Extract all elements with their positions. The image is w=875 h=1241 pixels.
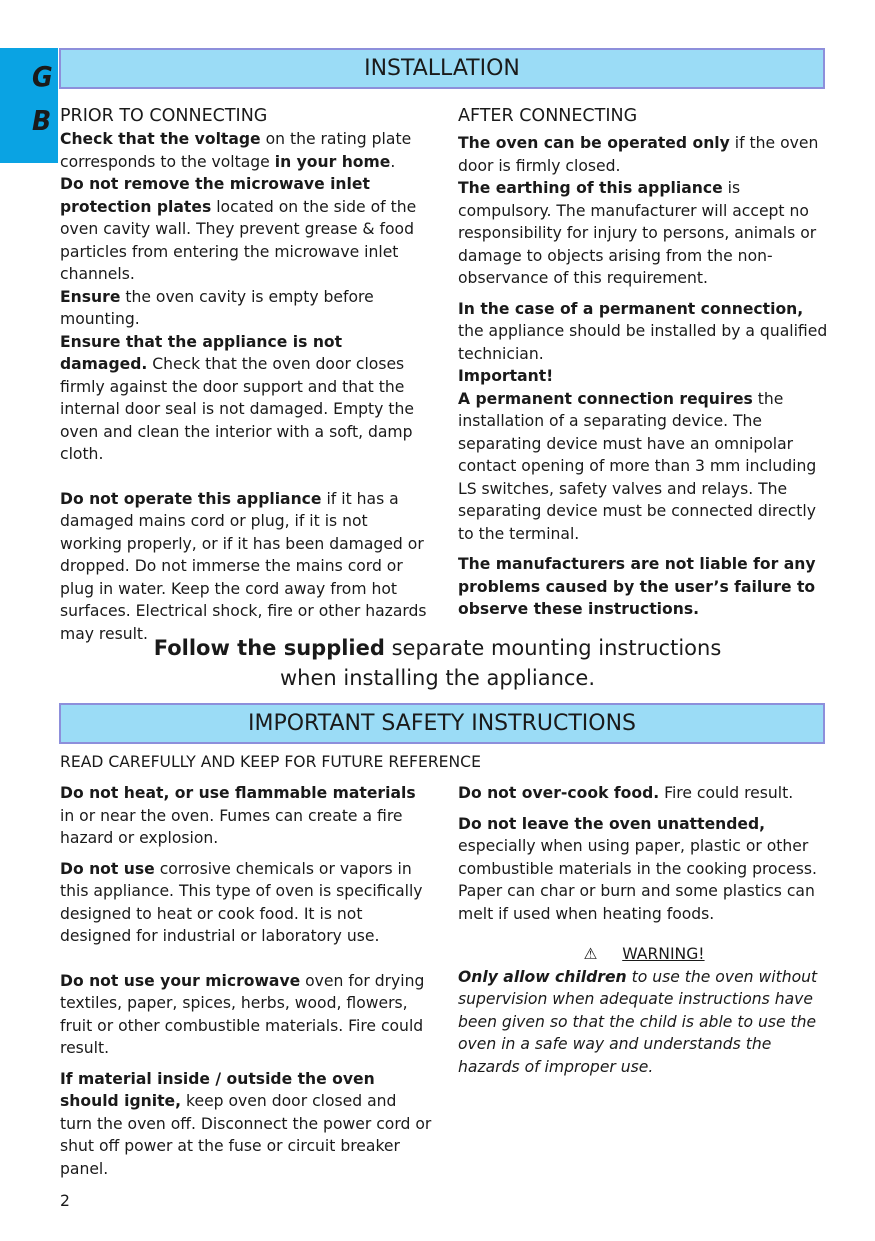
mounting-note: Follow the supplied separate mounting instructions when installing the appliance. bbox=[153, 636, 722, 690]
safety-right-column: Do not over-cook food. Fire could result. Do not leave the oven unattended, especially when using paper, plastic or other combustible materials in the cooking process. Paper can char or burn and some plastics can melt if used when heating foods. ⚠ WARNING! Only allow children to use the oven without supervision when adequate instructions have been given so that the child is able to use the oven in a safe way and understands the hazards of improper use. bbox=[458, 782, 830, 1078]
warning-heading: ⚠ WARNING! bbox=[583, 945, 705, 963]
safety-banner: IMPORTANT SAFETY INSTRUCTIONS bbox=[59, 703, 825, 744]
installation-banner: INSTALLATION bbox=[59, 48, 825, 89]
heading: PRIOR TO CONNECTING bbox=[60, 106, 268, 126]
tab-letter-b: B bbox=[32, 104, 52, 137]
warning-triangle-icon: ⚠ bbox=[583, 945, 598, 963]
language-tab bbox=[0, 48, 58, 163]
tab-letter-g: G bbox=[32, 60, 53, 93]
after-connecting-column: AFTER CONNECTING The oven can be operated only if the oven door is firmly closed. The earthing of this appliance is compulsory. The manufacturer will accept no responsibility for injury to persons, animals or damage to objects arising from the non-observance of this requirement. In the case of a permanent connection, the appliance should be installed by a qualified technician. Important! A permanent connection requires the installation of a separating device. The separating device must have an omnipolar contact opening of more than 3 mm including LS switches, safety valves and relays. The separating device must be connected directly to the terminal. The manufacturers are not liable for any problems caused by the user’s failure to observe these instructions. bbox=[458, 104, 830, 621]
safety-subtitle: READ CAREFULLY AND KEEP FOR FUTURE REFERENCE bbox=[60, 753, 481, 771]
safety-left-column: Do not heat, or use flammable materials in or near the oven. Fumes can create a fire hazard or explosion. Do not use corrosive chemicals or vapors in this appliance. This type of oven is specifically designed to heat or cook food. It is not designed for industrial or laboratory use. Do not use your microwave oven for drying textiles, paper, spices, herbs, wood, flowers, fruit or other combustible materials. Fire could result. If material inside / outside the oven should ignite, keep oven door closed and turn the oven off. Disconnect the power cord or shut off power at the fuse or circuit breaker panel. bbox=[60, 784, 432, 1178]
prior-to-connecting-column: PRIOR TO CONNECTING Check that the voltage on the rating plate corresponds to the voltage in your home. Do not remove the microwave inlet protection plates located on the side of the oven cavity wall. They prevent grease & food particles from entering the microwave inlet channels. Ensure the oven cavity is empty before mounting. Ensure that the appliance is not damaged. Check that the oven door closes firmly against the door support and that the internal door seal is not damaged. Empty the oven and clean the interior with a soft, damp cloth. Do not operate this appliance if it has a damaged mains cord or plug, if it is not working properly, or if it has been damaged or dropped. Do not immerse the mains cord or plug in water. Keep the cord away from hot surfaces. Electrical shock, fire or other hazards may result. bbox=[60, 104, 430, 645]
page-number: 2 bbox=[60, 1192, 70, 1210]
heading: AFTER CONNECTING bbox=[458, 106, 638, 126]
